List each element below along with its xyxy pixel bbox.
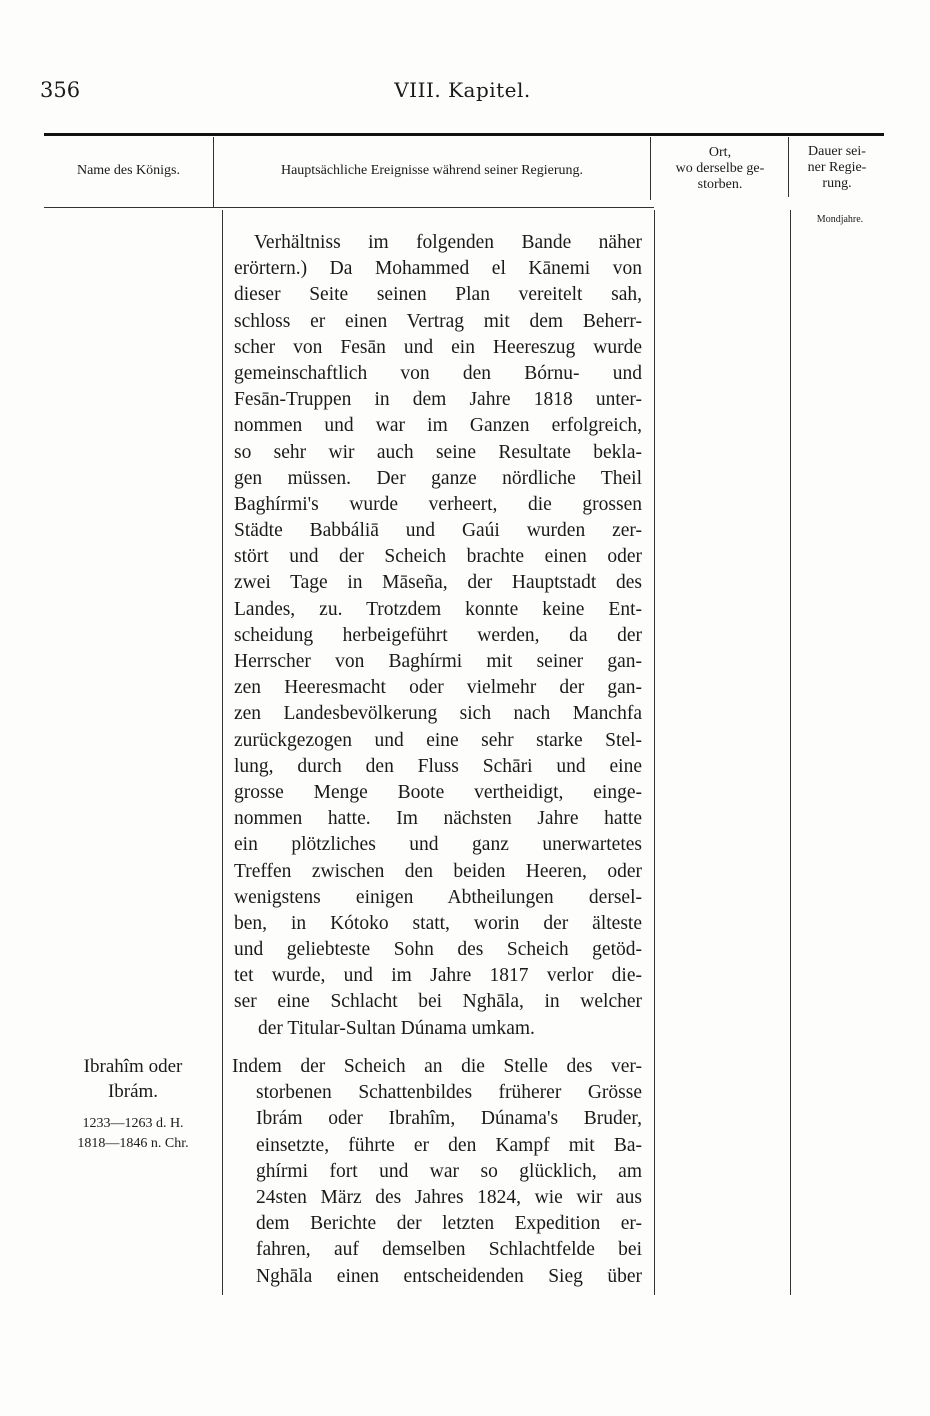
column-divider — [788, 137, 789, 197]
column-header-place-line: wo derselbe ge- — [675, 161, 765, 176]
text-line: scher von Fesān und ein Heereszug wurde — [234, 336, 642, 358]
header-rule — [44, 133, 884, 136]
text-line: stört und der Scheich brachte einen oder — [234, 546, 642, 568]
column-header-place — [652, 145, 788, 193]
text-line: Baghírmi's wurde verheert, die grossen — [234, 493, 642, 515]
text-line: nommen und war im Ganzen erfolgreich, — [234, 415, 642, 437]
text-line: lung, durch den Fluss Schāri und eine — [234, 755, 642, 777]
text-line: storbenen Schattenbildes früherer Grösse — [256, 1082, 642, 1104]
text-line: Städte Babbáliā und Gaúi wurden zer- — [234, 520, 642, 542]
column-header-place-line: Ort, — [708, 145, 732, 160]
king-name-alt: Ibrám. — [107, 1081, 159, 1102]
column-divider — [790, 210, 791, 1295]
column-header-events: Hauptsächliche Ereignisse während seiner Regierung. — [280, 163, 584, 178]
text-line: Treffen zwischen den beiden Heeren, oder — [234, 860, 642, 882]
text-line: Verhältniss im folgenden Bande näher — [254, 232, 642, 253]
text-line: tet wurde, und im Jahre 1817 verlor die- — [234, 965, 642, 987]
text-line: dem Berichte der letzten Expedition er- — [256, 1213, 642, 1235]
text-line: zen Landesbevölkerung sich nach Manchfa — [234, 703, 642, 725]
text-line: Ibrám oder Ibrahîm, Dúnama's Bruder, — [256, 1108, 642, 1130]
text-line: 24sten März des Jahres 1824, wie wir aus — [256, 1186, 642, 1208]
text-line: Nghāla einen entscheidenden Sieg über — [256, 1265, 642, 1287]
text-line: grosse Menge Boote vertheidigt, einge- — [234, 781, 642, 803]
page-number: 356 — [40, 78, 81, 102]
text-line: Herrscher von Baghírmi mit seiner gan- — [234, 651, 642, 672]
reign-date-christian: 1818—1846 n. Chr. — [77, 1136, 189, 1151]
column-header-duration — [790, 144, 884, 192]
text-line: ein plötzliches und ganz unerwartetes — [234, 834, 642, 856]
column-header-name: Name des Königs. — [76, 163, 181, 178]
column-header-duration-line: rung. — [822, 176, 852, 191]
duration-unit-note: Mondjahre. — [816, 214, 864, 225]
page-header — [40, 78, 885, 108]
text-line: ghírmi fort und war so glücklich, am — [256, 1160, 642, 1182]
column-divider — [650, 137, 651, 200]
text-line: erörtern.) Da Mohammed el Kānemi von — [234, 258, 642, 280]
text-line: wenigstens einigen Abtheilungen dersel- — [234, 886, 642, 908]
column-header-place-line: storben. — [697, 177, 743, 192]
column-header-rule — [44, 207, 654, 208]
text-line: zurückgezogen und eine sehr starke Stel- — [234, 729, 642, 751]
king-name: Ibrahîm oder — [83, 1056, 183, 1077]
column-header-duration-line: ner Regie- — [807, 160, 867, 175]
column-header-duration-line: Dauer sei- — [808, 144, 866, 159]
text-line: fahren, auf demselben Schlachtfelde bei — [256, 1239, 642, 1261]
text-line: schloss er einen Vertrag mit dem Beherr- — [234, 310, 642, 332]
chapter-title: VIII. Kapitel. — [394, 78, 531, 102]
text-line: gemeinschaftlich von den Bórnu- und — [234, 362, 642, 384]
text-line: zwei Tage in Māseña, der Hauptstadt des — [234, 572, 642, 594]
column-divider — [222, 210, 223, 1295]
text-line: nommen hatte. Im nächsten Jahre hatte — [234, 808, 642, 830]
text-line: zen Heeresmacht oder vielmehr der gan- — [234, 677, 642, 699]
text-line: gen müssen. Der ganze nördliche Theil — [234, 467, 642, 489]
column-divider — [654, 210, 655, 1295]
text-line: scheidung herbeigeführt werden, da der — [234, 624, 642, 646]
text-line: ben, in Kótoko statt, worin der älteste — [234, 912, 642, 934]
text-line: und geliebteste Sohn des Scheich getöd- — [234, 939, 642, 961]
text-line: Landes, zu. Trotzdem konnte keine Ent- — [234, 598, 642, 620]
events-text-block-1 — [234, 230, 642, 1042]
text-line: Fesān-Truppen in dem Jahre 1818 unter- — [234, 389, 642, 411]
text-line: einsetzte, führte er den Kampf mit Ba- — [256, 1134, 642, 1156]
text-line: dieser Seite seinen Plan vereitelt sah, — [234, 284, 642, 306]
events-text-block-2 — [234, 1054, 642, 1290]
text-line: der Titular-Sultan Dúnama umkam. — [258, 1017, 535, 1039]
text-line: ser eine Schlacht bei Nghāla, in welcher — [234, 991, 642, 1013]
text-line: so sehr wir auch seine Resultate bekla- — [234, 441, 642, 463]
reign-date-hijri: 1233—1263 d. H. — [82, 1116, 184, 1131]
text-line: Indem der Scheich an die Stelle des ver- — [232, 1056, 642, 1077]
